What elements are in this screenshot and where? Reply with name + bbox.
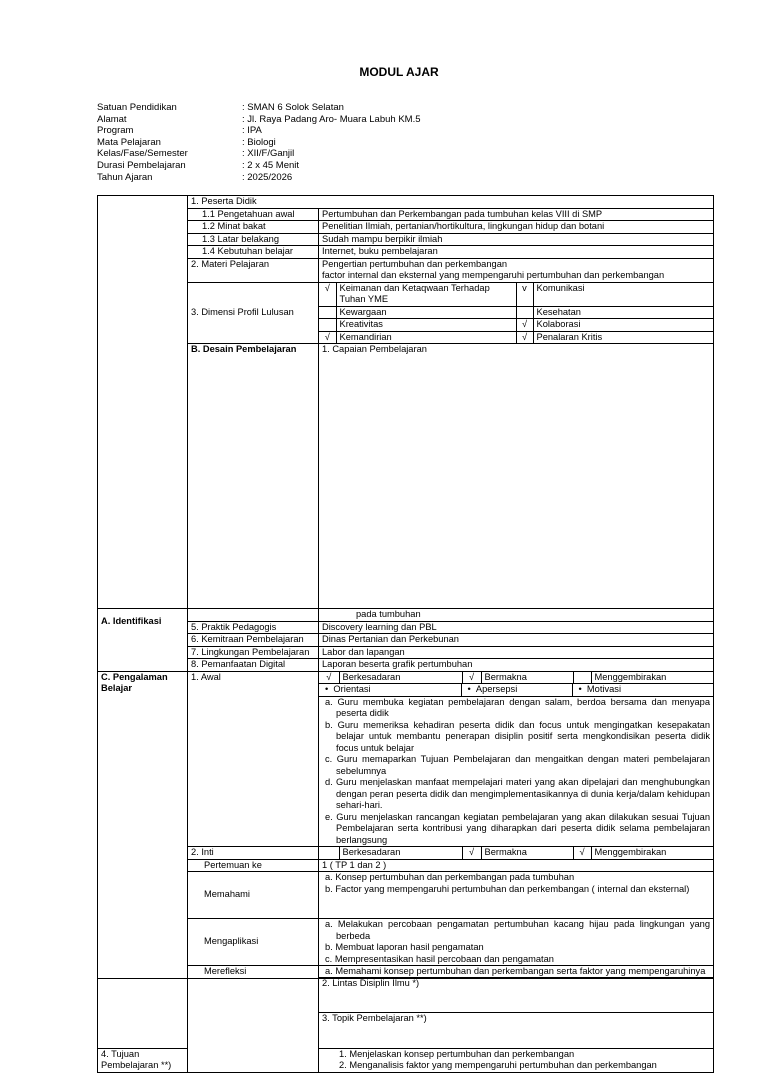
bullet-text: Motivasi <box>586 684 622 694</box>
meta-value: : Biologi <box>242 136 276 148</box>
list-item: a. Melakukan percobaan pengamatan pertumbuhan kacang hijau pada lingkungan yang berbeda <box>325 919 710 941</box>
peserta-didik-label: 1. Peserta Didik <box>188 196 714 209</box>
tujuan-label: 4. Tujuan Pembelajaran **) <box>98 1048 188 1072</box>
pd-value: Internet, buku pembelajaran <box>319 246 714 259</box>
pd-value: Penelitian Ilmiah, pertanian/hortikultura, lingkungan hidup dan botani <box>319 221 714 234</box>
dimensi-label: 3. Dimensi Profil Lulusan <box>188 282 319 344</box>
check-mark <box>319 306 336 319</box>
option-label: Berkesadaran <box>339 847 462 859</box>
pertemuan-value: 1 ( TP 1 dan 2 ) <box>319 859 714 872</box>
dimensi-item: Penalaran Kritis <box>536 331 603 342</box>
awal-options-table <box>319 672 713 684</box>
check-mark <box>573 672 591 684</box>
pd-key: 1.2 Minat bakat <box>188 221 319 234</box>
awal-bullets <box>319 684 714 697</box>
dimensi-item: Kewargaan <box>336 306 516 319</box>
dimensi-item: Kreativitas <box>336 319 516 332</box>
check-mark <box>319 319 336 332</box>
check-mark: √ <box>462 847 481 859</box>
list-item: b. Factor yang mempengaruhi pertumbuhan dan perkembangan ( internal dan eksternal) <box>325 883 690 894</box>
tujuan-continued: pada tumbuhan <box>319 609 714 622</box>
kemitraan-value: Dinas Pertanian dan Perkebunan <box>319 634 714 647</box>
meta-key: Mata Pelajaran <box>97 136 161 148</box>
option-label: Menggembirakan <box>594 671 667 682</box>
option-label: Berkesadaran <box>339 672 462 684</box>
list-item: a. Konsep pertumbuhan dan perkembangan pada tumbuhan <box>325 872 575 882</box>
tujuan-list <box>319 1048 714 1072</box>
pertemuan-label: Pertemuan ke <box>188 859 319 872</box>
dimensi-item: Komunikasi <box>533 283 713 307</box>
pd-key: 1.3 Latar belakang <box>188 233 319 246</box>
tujuan-item: 2. Menganalisis faktor yang mempengaruhi pertumbuhan dan perkembangan <box>339 1060 657 1070</box>
kemitraan-label: 6. Kemitraan Pembelajaran <box>188 634 319 647</box>
learning-experience-table <box>97 608 714 979</box>
inti-options-table <box>319 847 713 859</box>
option-label: Menggembirakan <box>594 847 667 857</box>
materi-label: 2. Materi Pelajaran <box>188 258 319 282</box>
awal-label: 1. Awal <box>188 671 319 847</box>
meta-value: : 2025/2026 <box>242 171 293 183</box>
blank-cell <box>188 609 319 622</box>
step-item: d. Guru menjelaskan manfaat mempelajari materi yang akan dipelajari dan menghubungkan dengan peran peserta didik dan mengimplementasikannya di dunia kerja/dalam kehidupan sehari-hari. <box>325 777 710 810</box>
pd-key: 1.1 Pengetahuan awal <box>188 208 319 221</box>
document-meta <box>97 102 421 183</box>
bullet-text: Orientasi <box>333 684 371 694</box>
merefleksi-list <box>319 966 714 979</box>
dimensi-item: Kolaborasi <box>533 319 713 332</box>
dimensi-item: Kesehatan <box>533 306 713 319</box>
step-item: a. Guru membuka kegiatan pembelajaran dengan salam, berdoa bersama dan menyapa peserta didik <box>325 696 710 718</box>
materi-line: factor internal dan eksternal yang mempengaruhi pertumbuhan dan perkembangan <box>322 270 665 280</box>
meta-row <box>97 148 421 160</box>
pd-value: Pertumbuhan dan Perkembangan pada tumbuhan kelas VIII di SMP <box>319 208 714 221</box>
meta-value: : Jl. Raya Padang Aro- Muara Labuh KM.5 <box>242 113 421 125</box>
check-mark: √ <box>573 847 591 859</box>
check-mark: √ <box>319 331 336 343</box>
list-item: c. Mempresentasikan hasil percobaan dan pengamatan <box>325 953 554 964</box>
dimensi-grid <box>319 282 714 344</box>
digital-value: Laporan beserta grafik pertumbuhan <box>319 659 714 672</box>
meta-value: : IPA <box>242 125 262 137</box>
step-item: b. Guru memeriksa kehadiran peserta didik dan focus untuk mengingatkan kesepakatan belajar untuk membantu penerapan disiplin positif serta mengkondisikan peserta didik focus untuk belajar <box>325 719 710 753</box>
list-item: b. Membuat laporan hasil pengamatan <box>325 942 484 952</box>
section-b-label: B. Desain Pembelajaran <box>188 344 319 1073</box>
check-mark: √ <box>516 319 533 332</box>
awal-options <box>319 671 714 684</box>
check-mark: v <box>516 283 533 307</box>
inti-options <box>319 847 714 860</box>
praktik-value: Discovery learning dan PBL <box>319 621 714 634</box>
meta-row <box>97 114 421 126</box>
section-b-continued <box>98 609 188 672</box>
meta-key: Tahun Ajaran <box>97 171 153 183</box>
option-label: Bermakna <box>481 672 573 684</box>
meta-key: Alamat <box>97 113 127 125</box>
check-mark <box>516 306 533 319</box>
meta-row <box>97 125 421 137</box>
meta-value: : XII/F/Ganjil <box>242 148 295 160</box>
merefleksi-label: Merefleksi <box>188 966 319 979</box>
memahami-label: Memahami <box>188 872 319 919</box>
topik-label: 3. Topik Pembelajaran **) <box>319 1013 714 1049</box>
check-mark: √ <box>462 672 481 684</box>
meta-value: : 2 x 45 Menit <box>242 159 300 171</box>
dimensi-table <box>319 283 713 344</box>
step-item: c. Guru memaparkan Tujuan Pembelajaran dan mengaitkan dengan materi pembelajaran sebelumnya <box>325 754 710 776</box>
dimensi-item: Kemandirian <box>336 331 516 343</box>
bullet-text: Apersepsi <box>475 684 518 694</box>
list-item: a. Memahami konsep pertumbuhan dan perkembangan serta faktor yang mempengaruhinya <box>325 966 706 976</box>
section-c-label: C. Pengalaman Belajar <box>98 671 188 978</box>
meta-value: : SMAN 6 Solok Selatan <box>242 102 344 113</box>
memahami-list <box>319 872 714 919</box>
section-a-label: A. Identifikasi <box>98 196 188 1049</box>
materi-line: Pengertian pertumbuhan dan perkembangan <box>322 258 508 269</box>
check-mark <box>319 847 339 859</box>
inti-label: 2. Inti <box>188 847 319 860</box>
meta-row <box>97 137 421 149</box>
mengaplikasi-list <box>319 919 714 966</box>
awal-steps <box>319 696 714 847</box>
meta-row <box>97 172 421 184</box>
bullet-item: • Apersepsi <box>461 684 572 696</box>
lintas-label: 2. Lintas Disiplin Ilmu *) <box>319 977 714 1013</box>
meta-key: Program <box>97 125 134 137</box>
meta-row <box>97 160 421 172</box>
tujuan-item: 1. Menjelaskan konsep pertumbuhan dan perkembangan <box>339 1048 575 1059</box>
pd-key: 1.4 Kebutuhan belajar <box>188 246 319 259</box>
pd-value: Sudah mampu berpikir ilmiah <box>319 233 714 246</box>
bullet-item: • Orientasi <box>319 684 461 696</box>
check-mark: √ <box>516 331 533 343</box>
meta-key: Satuan Pendidikan <box>97 102 177 113</box>
praktik-label: 5. Praktik Pedagogis <box>188 621 319 634</box>
dimensi-item: Keimanan dan Ketaqwaan Terhadap Tuhan YME <box>336 283 516 307</box>
lingkungan-label: 7. Lingkungan Pembelajaran <box>188 646 319 659</box>
meta-key: Durasi Pembelajaran <box>97 159 186 171</box>
awal-bullets-table <box>319 684 713 696</box>
meta-row <box>97 102 421 114</box>
check-mark: √ <box>319 283 336 307</box>
step-item: e. Guru menjelaskan rancangan kegiatan pembelajaran yang akan dilakukan sesuai Tujuan Pembelajaran serta kontribusi yang diharapkan dari peserta didik selama pembelajaran berlangsung <box>325 811 710 845</box>
digital-label: 8. Pemanfaatan Digital <box>188 659 319 672</box>
document-title: MODUL AJAR <box>359 65 439 79</box>
meta-key: Kelas/Fase/Semester <box>97 148 188 160</box>
option-label: Bermakna <box>481 847 573 859</box>
bullet-item: • Motivasi <box>578 684 622 694</box>
lingkungan-value: Labor dan lapangan <box>319 646 714 659</box>
mengaplikasi-label: Mengaplikasi <box>188 919 319 966</box>
check-mark: √ <box>319 672 339 684</box>
capaian-label: 1. Capaian Pembelajaran <box>319 344 714 978</box>
materi-value <box>319 258 714 282</box>
